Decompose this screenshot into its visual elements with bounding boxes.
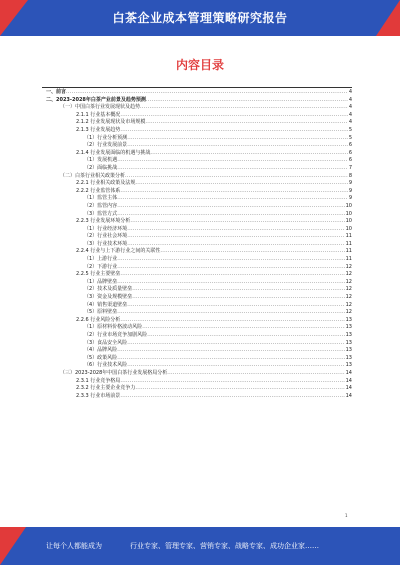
toc-entry-text: 2.2.3 行业发展环境分析: [76, 218, 131, 225]
toc-entry-page: 10: [345, 210, 352, 217]
toc-entry-page: 6: [348, 142, 352, 149]
toc-leader-dots: [127, 340, 344, 348]
toc-entry[interactable]: [46, 309, 352, 317]
toc-leader-dots: [132, 286, 344, 294]
toc-entry-page: 13: [345, 339, 352, 346]
toc-leader-dots: [147, 332, 344, 340]
toc-entry-text: （2）面临挑战: [84, 164, 118, 171]
toc-entry-text: （6）行业技术风险: [84, 362, 128, 369]
toc-entry-page: 10: [345, 202, 352, 209]
toc-entry-page: 14: [345, 377, 352, 384]
footer-left-accent: [0, 527, 26, 565]
toc-leader-dots: [117, 157, 348, 165]
toc-entry-text: 2.3.3 行业市场前景: [76, 392, 121, 399]
toc-entry-text: 2.3.2 行业主要企业竞争力: [76, 385, 136, 392]
toc-entry-text: （3）资金及规模壁垒: [84, 294, 133, 301]
toc-entry-page: 14: [345, 392, 352, 399]
toc-entry[interactable]: [46, 165, 352, 173]
toc-entry-text: （二）白茶行业相关政策分析: [60, 172, 126, 179]
toc-leader-dots: [120, 271, 344, 279]
toc-leader-dots: [127, 135, 348, 143]
footer-slogan-left: 让每个人都能成为: [46, 542, 102, 550]
toc-entry-text: （5）原料壁垒: [84, 309, 118, 316]
toc-entry-page: 14: [345, 385, 352, 392]
toc-entry-text: 2.2.5 行业主要壁垒: [76, 271, 121, 278]
toc-entry[interactable]: [46, 233, 352, 241]
toc-leader-dots: [120, 393, 344, 401]
toc-entry-text: （一）中国白茶行业发展现状及趋势: [60, 104, 141, 111]
toc-entry-text: （2）行业市场竞争加剧风险: [84, 332, 148, 338]
toc-entry-page: 12: [345, 278, 352, 285]
toc-entry-page: 13: [345, 362, 352, 369]
toc-leader-dots: [140, 104, 348, 112]
toc-entry[interactable]: [46, 324, 352, 332]
toc-entry-page: 7: [348, 164, 352, 171]
toc-entry-text: 一、前言: [46, 89, 67, 95]
toc-entry[interactable]: [46, 211, 352, 219]
toc-title: 内容目录: [175, 58, 224, 72]
toc-entry-text: （1）品牌壁垒: [84, 278, 118, 285]
toc-leader-dots: [127, 362, 344, 370]
toc-leader-dots: [146, 97, 348, 105]
toc-entry-page: 11: [345, 233, 352, 240]
toc-entry-text: （3）食品安全风险: [84, 339, 128, 346]
document-header-title: 白茶企业成本管理策略研究报告: [112, 11, 288, 25]
toc-entry-page: 11: [345, 256, 352, 263]
toc-entry-text: （3）监管方式: [84, 210, 118, 217]
toc-entry-page: 10: [345, 218, 352, 225]
toc-leader-dots: [66, 89, 348, 97]
toc-entry-text: （2）技术及质量壁垒: [84, 286, 133, 293]
toc-leader-dots: [125, 173, 348, 181]
toc-entry[interactable]: [46, 173, 352, 181]
toc-leader-dots: [120, 188, 348, 196]
toc-leader-dots: [120, 127, 348, 135]
toc-entry-page: 14: [345, 369, 352, 376]
toc-entry-page: 5: [348, 126, 352, 133]
toc-entry-text: （1）发展机遇: [84, 157, 118, 164]
toc-leader-dots: [130, 218, 344, 226]
toc-entry[interactable]: [46, 89, 352, 97]
toc-leader-dots: [120, 317, 344, 325]
toc-entry-page: 13: [345, 332, 352, 338]
toc-leader-dots: [167, 370, 344, 378]
toc-entry-page: 13: [345, 316, 352, 323]
toc-entry[interactable]: [46, 393, 352, 401]
toc-entry-page: 12: [345, 263, 352, 270]
toc-leader-dots: [127, 302, 344, 310]
toc-leader-dots: [117, 165, 348, 173]
toc-entry-page: 4: [348, 96, 352, 103]
toc-entry-text: （2）行业发展前景: [84, 142, 128, 149]
toc-entry-text: （3）行业技术环境: [84, 240, 128, 247]
toc-entry-text: （1）上游行业: [84, 256, 118, 263]
toc-entry-page: 4: [348, 89, 352, 95]
toc-entry[interactable]: [46, 157, 352, 165]
toc-entry-text: （4）销售渠道壁垒: [84, 301, 128, 308]
toc-leader-dots: [132, 294, 344, 302]
toc-entry-text: （2）行业社会环境: [84, 233, 128, 240]
toc-leader-dots: [160, 248, 344, 256]
toc-entry-page: 11: [345, 248, 352, 255]
toc-entry[interactable]: [46, 294, 352, 302]
toc-rule: [42, 87, 352, 88]
toc-entry-text: 2.1.1 行业基本概况: [76, 111, 121, 118]
toc-entry-page: 4: [348, 119, 352, 126]
toc-entry-text: （1）行业分析预测: [84, 134, 128, 141]
toc-entry-text: 二、2023-2028年白茶产业前景及趋势预测: [46, 96, 146, 103]
toc-entry-text: （2）监管内容: [84, 202, 118, 209]
toc-entry[interactable]: [46, 385, 352, 393]
toc-entry[interactable]: [46, 332, 352, 340]
toc-entry-page: 12: [345, 294, 352, 301]
toc-leader-dots: [117, 309, 344, 317]
toc-entry[interactable]: [46, 362, 352, 370]
toc-entry-text: （4）品牌风险: [84, 347, 118, 354]
toc-leader-dots: [135, 385, 344, 393]
toc-entry[interactable]: [46, 248, 352, 256]
toc-entry-text: （5）政策风险: [84, 354, 118, 361]
toc-entry[interactable]: [46, 104, 352, 112]
toc-entry-page: 9: [348, 187, 352, 194]
toc-leader-dots: [117, 347, 344, 355]
toc-entry[interactable]: [46, 370, 352, 378]
toc-entry[interactable]: [46, 256, 352, 264]
toc-leader-dots: [127, 233, 344, 241]
toc-leader-dots: [120, 112, 348, 120]
toc-leader-dots: [117, 203, 344, 211]
toc-entry-page: 13: [345, 347, 352, 354]
toc-entry-page: 10: [345, 225, 352, 232]
toc-leader-dots: [145, 119, 347, 127]
toc-leader-dots: [150, 150, 347, 158]
toc-entry[interactable]: [46, 119, 352, 127]
toc-leader-dots: [117, 256, 344, 264]
toc-entry-page: 9: [348, 195, 352, 202]
toc-entry-text: 2.1.2 行业发展现状及市场规模: [76, 119, 146, 126]
toc-entry-page: 12: [345, 301, 352, 308]
toc-leader-dots: [117, 279, 344, 287]
toc-entry-page: 8: [348, 172, 352, 179]
toc-entry[interactable]: [46, 203, 352, 211]
toc-entry-page: 5: [348, 134, 352, 141]
toc-entry-page: 6: [348, 149, 352, 156]
toc-leader-dots: [117, 195, 348, 203]
toc-entry-page: 11: [345, 240, 352, 247]
toc-entry-page: 12: [345, 309, 352, 316]
toc-leader-dots: [117, 264, 344, 272]
toc-leader-dots: [127, 142, 348, 150]
toc-entry-page: 12: [345, 271, 352, 278]
toc-entry-page: 4: [348, 104, 352, 111]
toc-entry[interactable]: [46, 286, 352, 294]
toc-entry-text: 2.1.4 行业发展面临的机遇与挑战: [76, 149, 151, 156]
toc-entry-page: 4: [348, 111, 352, 118]
toc-entry[interactable]: [46, 271, 352, 279]
toc-leader-dots: [135, 180, 347, 188]
footer-slogan-right: 行业专家、管理专家、营销专家、战略专家、成功企业家……: [130, 542, 319, 550]
toc-entry[interactable]: [46, 180, 352, 188]
toc-entry-page: 13: [345, 324, 352, 331]
toc-entry-page: 13: [345, 354, 352, 361]
toc-entry-text: 2.2.4 行业与上下游行业之间的关联性: [76, 248, 161, 255]
toc-entry-text: 2.1.3 行业发展趋势: [76, 126, 121, 133]
toc-entry[interactable]: [46, 195, 352, 203]
toc-entry-page: 12: [345, 286, 352, 293]
toc-entry-text: 2.2.6 行业风险分析: [76, 316, 121, 323]
toc-entry[interactable]: [46, 142, 352, 150]
toc-entry-text: 2.3.1 行业竞争格局: [76, 377, 121, 384]
table-of-contents: [46, 89, 352, 400]
toc-entry-page: 6: [348, 157, 352, 164]
toc-entry-text: （1）原材料价格波动风险: [84, 324, 143, 331]
toc-entry-text: （1）行业经济环境: [84, 225, 128, 232]
toc-leader-dots: [117, 211, 344, 219]
toc-entry-text: （三）2023-2028年中国白茶行业发展格局分析: [60, 369, 168, 376]
toc-leader-dots: [127, 226, 344, 234]
page-number: 1: [345, 513, 348, 518]
toc-entry[interactable]: [46, 347, 352, 355]
toc-entry-text: （1）监管主体: [84, 195, 118, 202]
toc-entry-text: 2.2.1 行业相关政策及法规: [76, 180, 136, 187]
toc-entry[interactable]: [46, 218, 352, 226]
toc-entry-text: （2）下游行业: [84, 263, 118, 270]
toc-entry[interactable]: [46, 127, 352, 135]
toc-entry-page: 9: [348, 180, 352, 187]
toc-leader-dots: [117, 355, 344, 363]
toc-leader-dots: [120, 378, 344, 386]
toc-entry-text: 2.2.2 行业监管体系: [76, 187, 121, 194]
toc-leader-dots: [142, 324, 344, 332]
